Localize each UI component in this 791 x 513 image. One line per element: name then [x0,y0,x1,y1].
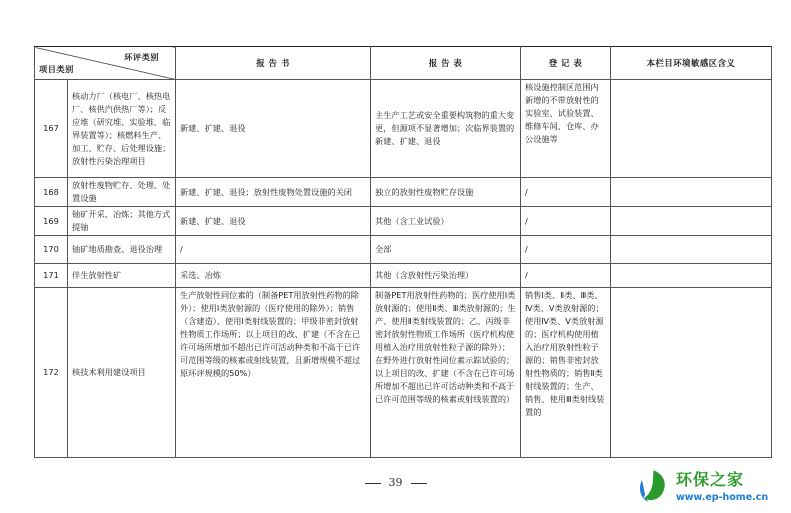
table-row [35,236,772,264]
sensitive-area-cell [611,264,772,288]
sensitive-area-cell [611,80,772,178]
report-book-cell: 新建、扩建、退役 [176,207,371,236]
sensitive-area-cell [611,236,772,264]
registration-cell: 核设施控制区范围内新增的不带放射性的实验室、试验装置、维修车间、仓库、办公设施等 [521,80,611,178]
table-row [35,80,772,178]
leaf-logo-icon [636,468,670,504]
row-number: 167 [35,80,68,178]
report-book-cell: 新建、扩建、退役 [176,80,371,178]
table-header-row [35,47,772,80]
header-report-form: 报 告 表 [371,47,521,80]
table-row [35,288,772,458]
sensitive-area-cell [611,178,772,207]
header-registration-form: 登 记 表 [521,47,611,80]
header-env-category: 环评类别 [124,52,159,62]
project-category: 核技术利用建设项目 [68,288,176,458]
report-form-cell: 独立的放射性废物贮存设施 [371,178,521,207]
row-number: 172 [35,288,68,458]
registration-cell: 销售Ⅰ类、Ⅱ类、Ⅲ类、Ⅳ类、Ⅴ类放射源的；使用Ⅳ类、Ⅴ类放射源的；医疗机构使用植入治疗用放射性粒子源的；销售非密封放射性物质的；销售Ⅱ类射线装置的；生产、销售、使用Ⅲ类射线装置的 [521,288,611,458]
registration-cell: / [521,264,611,288]
report-book-cell: 采选、冶炼 [176,264,371,288]
registration-cell: / [521,207,611,236]
sensitive-area-cell [611,288,772,458]
watermark-url: www.ep-home.cn [676,492,769,503]
table-row [35,264,772,288]
row-number: 168 [35,178,68,207]
table-row [35,178,772,207]
report-form-cell: 制备PET用放射性药物的；医疗使用Ⅰ类放射源的；使用Ⅱ类、Ⅲ类放射源的；生产、使用Ⅱ类射线装置的；乙、丙级非密封放射性物质工作场所（医疗机构使用植入治疗用放射性粒子源的除外）；在野外进行放射性同位素示踪试验的；以上项目的改、扩建（不含在已许可场所增加不超出已许可活动种类和不高于已许可范围等级的核素或射线装置的） [371,288,521,458]
row-number: 170 [35,236,68,264]
row-number: 171 [35,264,68,288]
report-form-cell: 全部 [371,236,521,264]
report-book-cell: 生产放射性同位素的（制备PET用放射性药物的除外）；使用I类放射源的（医疗使用的除外）；销售（含建造）、使用I类射线装置的；甲级非密封放射性物质工作场所；以上项目的改、扩建（不含在已许可场所增加不超出已许可活动种类和不高于已许可范围等级的核素或射线装置，且新增规模不超过原环评规模的50%） [176,288,371,458]
header-project-category: 项目类别 [39,64,74,74]
report-form-cell: 其他（含放射性污染治理） [371,264,521,288]
watermark [636,466,786,510]
project-category: 铀矿地质勘查、退役治理 [68,236,176,264]
classification-table [34,46,772,458]
footer-dash-right [411,483,427,484]
footer-dash-left [365,483,381,484]
watermark-brand: 环保之家 [676,470,745,489]
report-book-cell: / [176,236,371,264]
row-number: 169 [35,207,68,236]
header-report-book: 报 告 书 [176,47,371,80]
page-number: 39 [388,476,403,489]
header-sensitive-area: 本栏目环境敏感区含义 [611,47,772,80]
sensitive-area-cell [611,207,772,236]
report-book-cell: 新建、扩建、退役；放射性废物处置设施的关闭 [176,178,371,207]
registration-cell: / [521,236,611,264]
report-form-cell: 主生产工艺或安全重要构筑物的重大变更，但源项不显著增加；次临界装置的新建、扩建、退役 [371,80,521,178]
diagonal-header-cell [35,47,176,80]
registration-cell: / [521,178,611,207]
project-category: 伴生放射性矿 [68,264,176,288]
project-category: 铀矿开采、冶炼；其他方式提铀 [68,207,176,236]
table-row [35,207,772,236]
report-form-cell: 其他（含工业试验） [371,207,521,236]
project-category: 放射性废物贮存、处理、处置设施 [68,178,176,207]
project-category: 核动力厂（核电厂、核热电厂、核供汽供热厂等）；反应堆（研究堆、实验堆、临界装置等）；核燃料生产、加工、贮存、后处理设施；放射性污染治理项目 [68,80,176,178]
